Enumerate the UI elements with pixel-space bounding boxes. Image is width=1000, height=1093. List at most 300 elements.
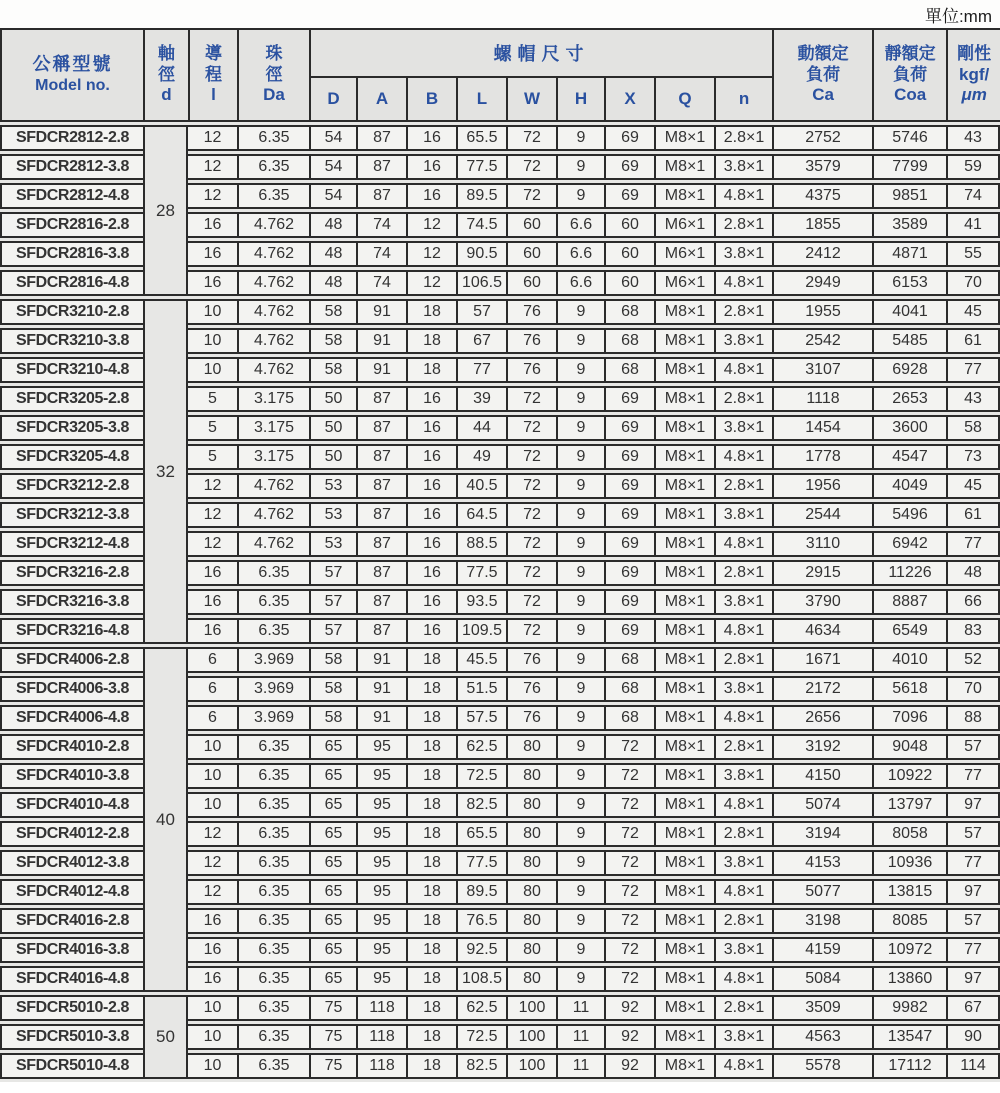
D-cell: 53 xyxy=(309,473,356,499)
static-load-cell: 13797 xyxy=(872,792,946,818)
spec-table-body xyxy=(0,122,1000,1082)
B-cell: 18 xyxy=(406,328,456,354)
model-cell: SFDCR2812-4.8 xyxy=(0,183,143,209)
ball-diameter-cell: 4.762 xyxy=(237,531,309,557)
A-cell: 74 xyxy=(356,212,406,238)
static-load-cell: 9982 xyxy=(872,995,946,1021)
static-load-cell: 17112 xyxy=(872,1053,946,1079)
A-cell: 95 xyxy=(356,734,406,760)
L-cell: 65.5 xyxy=(456,821,506,847)
B-cell: 16 xyxy=(406,560,456,586)
X-cell: 72 xyxy=(604,792,654,818)
lead-cell: 16 xyxy=(188,212,237,238)
ball-diameter-cell: 4.762 xyxy=(237,502,309,528)
X-cell: 92 xyxy=(604,1053,654,1079)
H-cell: 9 xyxy=(556,850,604,876)
lead-cell: 12 xyxy=(188,850,237,876)
D-cell: 65 xyxy=(309,850,356,876)
B-cell: 16 xyxy=(406,589,456,615)
lead-cell: 12 xyxy=(188,821,237,847)
dynamic-load-cell: 2752 xyxy=(772,125,872,151)
n-cell: 4.8×1 xyxy=(714,705,772,731)
ball-diameter-cell: 4.762 xyxy=(237,328,309,354)
ball-diameter-cell: 3.175 xyxy=(237,444,309,470)
Q-cell: M8×1 xyxy=(654,1024,714,1050)
A-cell: 87 xyxy=(356,125,406,151)
X-cell: 69 xyxy=(604,125,654,151)
W-cell: 80 xyxy=(506,734,556,760)
lead-cell: 16 xyxy=(188,618,237,644)
n-cell: 4.8×1 xyxy=(714,618,772,644)
X-cell: 68 xyxy=(604,676,654,702)
static-load-cell: 6942 xyxy=(872,531,946,557)
n-cell: 2.8×1 xyxy=(714,821,772,847)
B-cell: 16 xyxy=(406,473,456,499)
W-cell: 72 xyxy=(506,473,556,499)
lead-cell: 10 xyxy=(188,299,237,325)
stiffness-cell: 52 xyxy=(946,647,1000,673)
A-cell: 118 xyxy=(356,1053,406,1079)
H-cell: 9 xyxy=(556,879,604,905)
D-cell: 54 xyxy=(309,183,356,209)
model-cell: SFDCR3216-4.8 xyxy=(0,618,143,644)
L-cell: 76.5 xyxy=(456,908,506,934)
W-cell: 100 xyxy=(506,995,556,1021)
A-cell: 95 xyxy=(356,763,406,789)
dynamic-load-cell: 5578 xyxy=(772,1053,872,1079)
Q-cell: M8×1 xyxy=(654,676,714,702)
H-cell: 9 xyxy=(556,357,604,383)
H-cell: 6.6 xyxy=(556,241,604,267)
n-cell: 2.8×1 xyxy=(714,647,772,673)
B-cell: 16 xyxy=(406,125,456,151)
stiffness-cell: 57 xyxy=(946,734,1000,760)
ball-diameter-cell: 3.969 xyxy=(237,647,309,673)
stiffness-cell: 61 xyxy=(946,502,1000,528)
H-cell: 6.6 xyxy=(556,212,604,238)
X-cell: 69 xyxy=(604,473,654,499)
col-header-H: H xyxy=(557,77,605,121)
D-cell: 65 xyxy=(309,821,356,847)
static-load-cell: 9851 xyxy=(872,183,946,209)
W-cell: 76 xyxy=(506,676,556,702)
D-cell: 54 xyxy=(309,125,356,151)
dynamic-load-cell: 4634 xyxy=(772,618,872,644)
X-cell: 69 xyxy=(604,618,654,644)
Q-cell: M8×1 xyxy=(654,589,714,615)
n-cell: 3.8×1 xyxy=(714,937,772,963)
lead-cell: 12 xyxy=(188,879,237,905)
H-cell: 9 xyxy=(556,734,604,760)
Q-cell: M6×1 xyxy=(654,270,714,296)
dynamic-load-cell: 1855 xyxy=(772,212,872,238)
Q-cell: M8×1 xyxy=(654,415,714,441)
X-cell: 72 xyxy=(604,966,654,992)
dynamic-load-cell: 1956 xyxy=(772,473,872,499)
D-cell: 58 xyxy=(309,705,356,731)
H-cell: 9 xyxy=(556,589,604,615)
X-cell: 72 xyxy=(604,763,654,789)
D-cell: 65 xyxy=(309,908,356,934)
W-cell: 80 xyxy=(506,908,556,934)
col-header-nut-dimensions: 螺帽尺寸 xyxy=(310,29,773,77)
model-cell: SFDCR2812-2.8 xyxy=(0,125,143,151)
lead-cell: 5 xyxy=(188,386,237,412)
B-cell: 12 xyxy=(406,270,456,296)
n-cell: 4.8×1 xyxy=(714,966,772,992)
static-load-cell: 5485 xyxy=(872,328,946,354)
n-cell: 3.8×1 xyxy=(714,154,772,180)
A-cell: 95 xyxy=(356,792,406,818)
X-cell: 69 xyxy=(604,154,654,180)
lead-cell: 5 xyxy=(188,444,237,470)
model-cell: SFDCR4016-2.8 xyxy=(0,908,143,934)
Q-cell: M8×1 xyxy=(654,850,714,876)
shaft-diameter-group-cell: 50 xyxy=(143,995,188,1079)
lead-cell: 12 xyxy=(188,154,237,180)
A-cell: 87 xyxy=(356,444,406,470)
A-cell: 118 xyxy=(356,1024,406,1050)
dynamic-load-cell: 3509 xyxy=(772,995,872,1021)
stiffness-cell: 97 xyxy=(946,879,1000,905)
dynamic-load-cell: 1454 xyxy=(772,415,872,441)
stiffness-cell: 97 xyxy=(946,792,1000,818)
stiffness-cell: 77 xyxy=(946,357,1000,383)
Q-cell: M8×1 xyxy=(654,154,714,180)
model-cell: SFDCR4012-3.8 xyxy=(0,850,143,876)
n-cell: 3.8×1 xyxy=(714,502,772,528)
dynamic-load-cell: 3198 xyxy=(772,908,872,934)
W-cell: 60 xyxy=(506,270,556,296)
B-cell: 18 xyxy=(406,966,456,992)
B-cell: 16 xyxy=(406,415,456,441)
static-load-cell: 4871 xyxy=(872,241,946,267)
Q-cell: M8×1 xyxy=(654,792,714,818)
W-cell: 72 xyxy=(506,502,556,528)
A-cell: 87 xyxy=(356,386,406,412)
shaft-diameter-group-cell: 32 xyxy=(143,299,188,644)
static-load-cell: 4041 xyxy=(872,299,946,325)
X-cell: 60 xyxy=(604,212,654,238)
B-cell: 18 xyxy=(406,676,456,702)
H-cell: 9 xyxy=(556,125,604,151)
B-cell: 18 xyxy=(406,850,456,876)
X-cell: 68 xyxy=(604,357,654,383)
B-cell: 18 xyxy=(406,995,456,1021)
stiffness-cell: 55 xyxy=(946,241,1000,267)
static-load-cell: 10936 xyxy=(872,850,946,876)
static-load-cell: 13860 xyxy=(872,966,946,992)
dynamic-load-cell: 3579 xyxy=(772,154,872,180)
model-cell: SFDCR4010-3.8 xyxy=(0,763,143,789)
W-cell: 72 xyxy=(506,560,556,586)
B-cell: 16 xyxy=(406,444,456,470)
B-cell: 18 xyxy=(406,763,456,789)
col-header-D: D xyxy=(310,77,357,121)
n-cell: 3.8×1 xyxy=(714,1024,772,1050)
model-cell: SFDCR5010-3.8 xyxy=(0,1024,143,1050)
W-cell: 72 xyxy=(506,386,556,412)
B-cell: 18 xyxy=(406,299,456,325)
W-cell: 80 xyxy=(506,966,556,992)
n-cell: 2.8×1 xyxy=(714,125,772,151)
n-cell: 2.8×1 xyxy=(714,734,772,760)
dynamic-load-cell: 4375 xyxy=(772,183,872,209)
L-cell: 44 xyxy=(456,415,506,441)
lead-cell: 12 xyxy=(188,183,237,209)
A-cell: 95 xyxy=(356,908,406,934)
A-cell: 95 xyxy=(356,850,406,876)
dynamic-load-cell: 3790 xyxy=(772,589,872,615)
col-header-ball-diameter: 珠 徑 Da xyxy=(238,29,310,121)
A-cell: 91 xyxy=(356,357,406,383)
H-cell: 9 xyxy=(556,676,604,702)
H-cell: 9 xyxy=(556,473,604,499)
ball-diameter-cell: 6.35 xyxy=(237,560,309,586)
W-cell: 72 xyxy=(506,415,556,441)
L-cell: 77 xyxy=(456,357,506,383)
B-cell: 16 xyxy=(406,502,456,528)
static-load-cell: 8058 xyxy=(872,821,946,847)
n-cell: 3.8×1 xyxy=(714,676,772,702)
n-cell: 2.8×1 xyxy=(714,212,772,238)
dynamic-load-cell: 5077 xyxy=(772,879,872,905)
model-cell: SFDCR3210-2.8 xyxy=(0,299,143,325)
static-load-cell: 4547 xyxy=(872,444,946,470)
model-cell: SFDCR3205-2.8 xyxy=(0,386,143,412)
X-cell: 72 xyxy=(604,937,654,963)
X-cell: 72 xyxy=(604,879,654,905)
X-cell: 92 xyxy=(604,995,654,1021)
B-cell: 16 xyxy=(406,154,456,180)
col-header-static-load: 靜額定 負荷 Coa xyxy=(873,29,947,121)
dynamic-load-cell: 4159 xyxy=(772,937,872,963)
ball-diameter-cell: 6.35 xyxy=(237,589,309,615)
stiffness-cell: 43 xyxy=(946,125,1000,151)
D-cell: 65 xyxy=(309,879,356,905)
ball-diameter-cell: 3.969 xyxy=(237,705,309,731)
D-cell: 48 xyxy=(309,212,356,238)
H-cell: 9 xyxy=(556,531,604,557)
lead-cell: 16 xyxy=(188,908,237,934)
D-cell: 65 xyxy=(309,966,356,992)
A-cell: 95 xyxy=(356,966,406,992)
n-cell: 3.8×1 xyxy=(714,850,772,876)
lead-cell: 10 xyxy=(188,1024,237,1050)
H-cell: 9 xyxy=(556,908,604,934)
L-cell: 57.5 xyxy=(456,705,506,731)
spec-table-zone xyxy=(0,28,1000,1082)
A-cell: 87 xyxy=(356,560,406,586)
dynamic-load-cell: 2172 xyxy=(772,676,872,702)
model-cell: SFDCR4010-4.8 xyxy=(0,792,143,818)
X-cell: 72 xyxy=(604,734,654,760)
W-cell: 72 xyxy=(506,444,556,470)
shaft-diameter-group-cell: 40 xyxy=(143,647,188,992)
dynamic-load-cell: 2949 xyxy=(772,270,872,296)
X-cell: 69 xyxy=(604,386,654,412)
X-cell: 60 xyxy=(604,241,654,267)
n-cell: 4.8×1 xyxy=(714,444,772,470)
col-header-L: L xyxy=(457,77,507,121)
model-cell: SFDCR5010-4.8 xyxy=(0,1053,143,1079)
W-cell: 60 xyxy=(506,241,556,267)
dynamic-load-cell: 4563 xyxy=(772,1024,872,1050)
D-cell: 48 xyxy=(309,241,356,267)
Q-cell: M8×1 xyxy=(654,560,714,586)
n-cell: 4.8×1 xyxy=(714,183,772,209)
n-cell: 3.8×1 xyxy=(714,763,772,789)
H-cell: 9 xyxy=(556,415,604,441)
X-cell: 69 xyxy=(604,444,654,470)
ball-diameter-cell: 6.35 xyxy=(237,1053,309,1079)
lead-cell: 12 xyxy=(188,502,237,528)
A-cell: 95 xyxy=(356,937,406,963)
lead-cell: 12 xyxy=(188,473,237,499)
L-cell: 90.5 xyxy=(456,241,506,267)
D-cell: 57 xyxy=(309,589,356,615)
H-cell: 9 xyxy=(556,937,604,963)
col-header-n: n xyxy=(715,77,773,121)
X-cell: 68 xyxy=(604,299,654,325)
col-header-X: X xyxy=(605,77,655,121)
X-cell: 69 xyxy=(604,415,654,441)
col-header-A: A xyxy=(357,77,407,121)
Q-cell: M8×1 xyxy=(654,618,714,644)
L-cell: 106.5 xyxy=(456,270,506,296)
Q-cell: M8×1 xyxy=(654,908,714,934)
L-cell: 72.5 xyxy=(456,1024,506,1050)
lead-cell: 5 xyxy=(188,415,237,441)
W-cell: 80 xyxy=(506,879,556,905)
Q-cell: M8×1 xyxy=(654,444,714,470)
Q-cell: M8×1 xyxy=(654,879,714,905)
col-header-lead: 導 程 l xyxy=(189,29,238,121)
B-cell: 18 xyxy=(406,792,456,818)
n-cell: 4.8×1 xyxy=(714,1053,772,1079)
lead-cell: 10 xyxy=(188,792,237,818)
dynamic-load-cell: 5074 xyxy=(772,792,872,818)
static-load-cell: 4010 xyxy=(872,647,946,673)
X-cell: 69 xyxy=(604,183,654,209)
Q-cell: M8×1 xyxy=(654,966,714,992)
model-cell: SFDCR2816-3.8 xyxy=(0,241,143,267)
Q-cell: M6×1 xyxy=(654,212,714,238)
W-cell: 72 xyxy=(506,531,556,557)
stiffness-cell: 66 xyxy=(946,589,1000,615)
ball-diameter-cell: 6.35 xyxy=(237,183,309,209)
D-cell: 75 xyxy=(309,1024,356,1050)
table-row xyxy=(0,125,1000,151)
lead-cell: 10 xyxy=(188,1053,237,1079)
Q-cell: M8×1 xyxy=(654,299,714,325)
A-cell: 87 xyxy=(356,589,406,615)
lead-cell: 16 xyxy=(188,241,237,267)
D-cell: 48 xyxy=(309,270,356,296)
D-cell: 50 xyxy=(309,415,356,441)
L-cell: 82.5 xyxy=(456,792,506,818)
Q-cell: M6×1 xyxy=(654,241,714,267)
ball-diameter-cell: 6.35 xyxy=(237,966,309,992)
L-cell: 109.5 xyxy=(456,618,506,644)
ball-diameter-cell: 3.969 xyxy=(237,676,309,702)
Q-cell: M8×1 xyxy=(654,705,714,731)
lead-cell: 10 xyxy=(188,357,237,383)
static-load-cell: 2653 xyxy=(872,386,946,412)
model-cell: SFDCR3212-4.8 xyxy=(0,531,143,557)
lead-cell: 16 xyxy=(188,937,237,963)
L-cell: 93.5 xyxy=(456,589,506,615)
W-cell: 76 xyxy=(506,328,556,354)
L-cell: 51.5 xyxy=(456,676,506,702)
lead-cell: 6 xyxy=(188,647,237,673)
ball-diameter-cell: 6.35 xyxy=(237,154,309,180)
n-cell: 2.8×1 xyxy=(714,299,772,325)
static-load-cell: 6153 xyxy=(872,270,946,296)
n-cell: 2.8×1 xyxy=(714,560,772,586)
lead-cell: 16 xyxy=(188,966,237,992)
lead-cell: 12 xyxy=(188,531,237,557)
D-cell: 53 xyxy=(309,502,356,528)
L-cell: 45.5 xyxy=(456,647,506,673)
D-cell: 65 xyxy=(309,792,356,818)
D-cell: 65 xyxy=(309,937,356,963)
ball-diameter-cell: 4.762 xyxy=(237,212,309,238)
W-cell: 80 xyxy=(506,850,556,876)
stiffness-cell: 114 xyxy=(946,1053,1000,1079)
X-cell: 72 xyxy=(604,908,654,934)
H-cell: 9 xyxy=(556,154,604,180)
B-cell: 18 xyxy=(406,879,456,905)
L-cell: 65.5 xyxy=(456,125,506,151)
unit-label: 單位:mm xyxy=(924,6,992,26)
W-cell: 72 xyxy=(506,618,556,644)
B-cell: 18 xyxy=(406,647,456,673)
D-cell: 75 xyxy=(309,1053,356,1079)
static-load-cell: 13547 xyxy=(872,1024,946,1050)
static-load-cell: 5618 xyxy=(872,676,946,702)
Q-cell: M8×1 xyxy=(654,821,714,847)
lead-cell: 16 xyxy=(188,560,237,586)
A-cell: 74 xyxy=(356,270,406,296)
D-cell: 65 xyxy=(309,734,356,760)
A-cell: 91 xyxy=(356,676,406,702)
W-cell: 80 xyxy=(506,937,556,963)
H-cell: 9 xyxy=(556,705,604,731)
Q-cell: M8×1 xyxy=(654,531,714,557)
L-cell: 92.5 xyxy=(456,937,506,963)
B-cell: 18 xyxy=(406,1053,456,1079)
Q-cell: M8×1 xyxy=(654,183,714,209)
W-cell: 80 xyxy=(506,763,556,789)
dynamic-load-cell: 2656 xyxy=(772,705,872,731)
ball-diameter-cell: 4.762 xyxy=(237,473,309,499)
H-cell: 6.6 xyxy=(556,270,604,296)
B-cell: 16 xyxy=(406,386,456,412)
D-cell: 58 xyxy=(309,676,356,702)
X-cell: 69 xyxy=(604,560,654,586)
table-body xyxy=(0,125,1000,1079)
stiffness-cell: 70 xyxy=(946,270,1000,296)
A-cell: 87 xyxy=(356,183,406,209)
L-cell: 64.5 xyxy=(456,502,506,528)
W-cell: 80 xyxy=(506,821,556,847)
Q-cell: M8×1 xyxy=(654,647,714,673)
D-cell: 53 xyxy=(309,531,356,557)
static-load-cell: 10972 xyxy=(872,937,946,963)
D-cell: 50 xyxy=(309,444,356,470)
stiffness-cell: 57 xyxy=(946,908,1000,934)
